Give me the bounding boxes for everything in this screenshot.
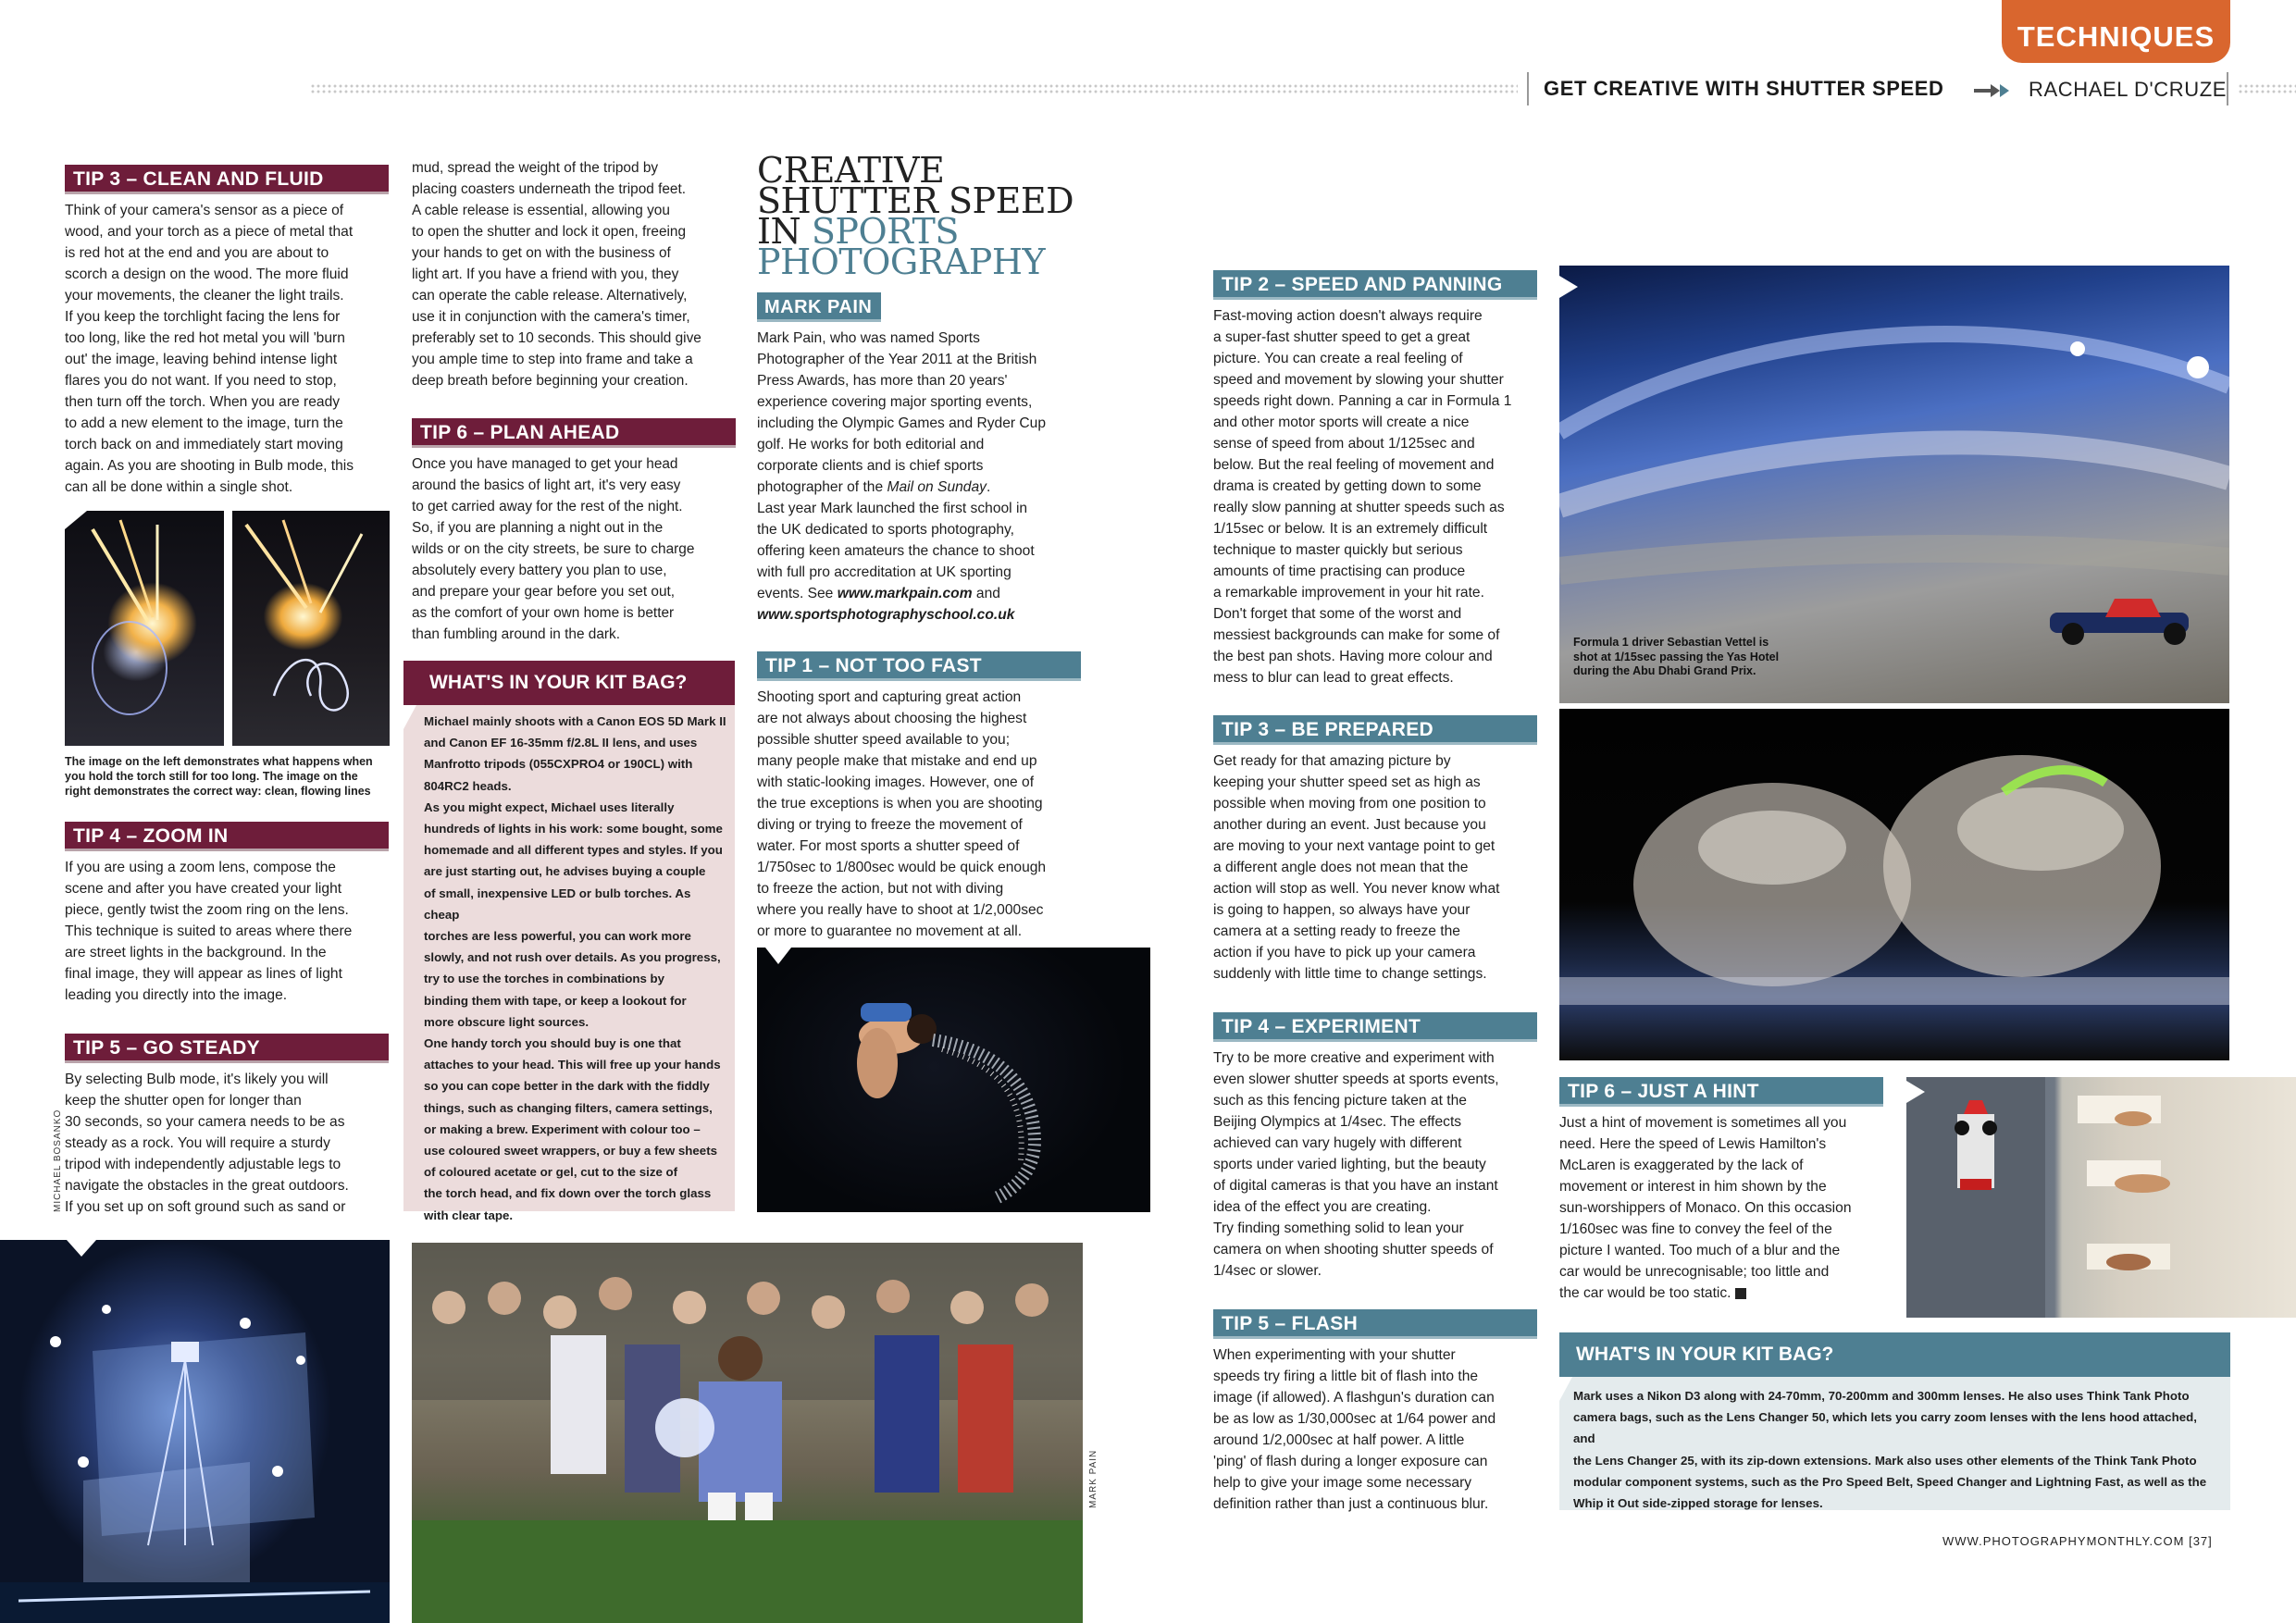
tip1-fast-heading: TIP 1 – NOT TOO FAST [757,651,1081,681]
torch-caption: The image on the left demonstrates what happens when you hold the torch still for too long. The image on the right demonstrates the correct way: clean, flowing lines [65,755,373,798]
corner-marker-icon [1559,276,1578,298]
monaco-photo [1906,1077,2296,1318]
tip3-prepared-body: Get ready for that amazing picture by keeping your shutter speed set as high as possible when moving from one position to another during an event. Just because you are moving to your next vantage point to get a different angle does not mean that the action will stop as well. You never know what is going to happen, so always have your camera at a setting ready to freeze the action if you have to pick up your camera suddenly with little time to change settings. [1213,753,1500,982]
tip4-experiment-body: Try to be more creative and experiment with even slower shutter speeds at sports events, such as this fencing picture taken at the Beijing Olympics at 1/4sec. The effects achieved can vary hugely with different sports under varied lighting, but the beauty of digital cameras is that you have an instant idea of the effect you are creating. Try finding something solid to lean your camera on when shooting shutter speeds of 1/4sec or slower. [1213,1050,1499,1279]
dotted-rule [310,83,1518,94]
formula1-panning-photo [1559,266,2229,703]
kit-bag-heading-mark: WHAT'S IN YOUR KIT BAG? [1559,1332,2230,1377]
tip2-panning-heading: TIP 2 – SPEED AND PANNING [1213,270,1537,300]
byline-badge: MARK PAIN [757,292,881,322]
tip1-fast-body: Shooting sport and capturing great action are not always about choosing the highest possible shutter speed available to you; many people make that mistake and end up with static-looking images. However, one of the true exceptions is when you are shooting diving or trying to freeze the movement of water. For most sports a shutter speed of 1/750sec to 1/800sec would be quick enough to freeze the action, but not with diving where you really have to shoot at 1/2,000sec or more to guarantee no movement at all. [757,689,1047,939]
tip3-clean-heading: TIP 3 – CLEAN AND FLUID [65,165,389,194]
diver-photo [757,948,1150,1212]
section-tab [2002,0,2230,63]
end-mark-icon [1735,1288,1746,1299]
intro-text: Mark Pain, who was named Sports Photographer of the Year 2011 at the British Press Awards, has more than 20 years' experience covering major sporting events, including the Olympic Games and Ryder Cup golf. He works for both editorial and corporate clients and is chief sports photographer of the Mail on Sunday. Last year Mark launched the first school in the UK dedicated to sports photography, offering keen amateurs the chance to shoot with full pro accreditation at UK sporting events. See www.markpain.com and www.sportsphotographyschool.co.uk [757,330,1047,623]
kit-bag-corner-icon [403,705,416,729]
tip6-plan-body: Once you have managed to get your head around the basics of light art, it's very easy to get carried away for the rest of the night. So, if you are planning a night out in the wilds or on the city streets, be sure to charge absolutely every battery you plan to use, and prepare your gear before you set out, as the comfort of your own home is better than fumbling around in the dark. [412,456,695,642]
title-line-3: IN SPORTS [757,211,959,252]
tip6-hint-heading: TIP 6 – JUST A HINT [1559,1077,1883,1107]
photo-credit-left: MICHAEL BOSANKO [53,1109,63,1212]
golf-crowd-photo [412,1243,1083,1623]
tip3-clean-body: Think of your camera's sensor as a piece of wood, and your torch as a piece of metal that is red hot at the end and you are about to scorch a design on the wood. The more fluid your movements, the cleaner the light trails. If you keep the torchlight facing the lens for too long, like the red hot metal you will 'burn out' the image, leaving behind intense light flares you do not want. If you need to stop, then turn off the torch. When you are ready to add a new element to the image, turn the torch back on and immediately start moving again. As you are shooting in Bulb mode, this can all be done within a single shot. [65,203,354,495]
tip5-flash-heading: TIP 5 – FLASH [1213,1309,1537,1339]
dotted-rule-right [2238,83,2296,94]
link-markpain[interactable]: www.markpain.com [837,586,973,601]
title-line-4: PHOTOGRAPHY [757,242,1046,282]
double-arrow-icon [1974,83,2013,98]
header-divider-right [2227,72,2228,105]
kit-bag-heading: WHAT'S IN YOUR KIT BAG? [403,661,735,705]
corner-marker-icon [1906,1081,1925,1103]
corner-marker-icon [67,1240,96,1257]
article-title [757,150,1074,282]
tip4-zoom-body: If you are using a zoom lens, compose the scene and after you have created your light piece, gently twist the zoom ring on the lens. This technique is suited to areas where there are street lights in the background. In the final image, they will appear as lines of light leading you directly into the image. [65,860,353,1003]
corner-marker-icon [65,511,87,529]
kit-bag-corner-icon [1559,1377,1572,1401]
author: RACHAEL D'CRUZE [2029,78,2228,101]
tip5-steady-heading: TIP 5 – GO STEADY [65,1034,389,1063]
tip5-flash-body: When experimenting with your shutter speeds try firing a little bit of flash into the image (if allowed). A flashgun's duration can be as low as 1/30,000sec at 1/64 power and around 1/2,000sec at half power. A little 'ping' of flash during a longer exposure can help to give your image some necessary definition rather than just a continuous blur. [1213,1347,1496,1512]
kit-bag-box-michael [403,661,735,1222]
tip4-experiment-heading: TIP 4 – EXPERIMENT [1213,1012,1537,1042]
tip2-panning-body: Fast-moving action doesn't always require a super-fast shutter speed to get a great picture. You can create a real feeling of speed and movement by slowing your shutter speeds right down. Panning a car in Formula 1 and other motor sports will create a nice sense of speed from about 1/125sec and below. But the real feeling of movement and drama is created by getting down to some really slow panning at shutter speeds such as 1/15sec or below. It is an extremely difficult technique to master quickly but serious amounts of time practising can produce a remarkable improvement in your hit rate. Don't forget that some of the worst and messiest backgrounds can make for some of the best pan shots. Having more colour and mess to blur can lead to great effects. [1213,308,1512,686]
light-art-photo [0,1240,390,1623]
header-divider-left [1527,72,1529,105]
footer-website: WWW.PHOTOGRAPHYMONTHLY.COM [1942,1534,2185,1548]
page-number: [37] [2189,1534,2213,1548]
corner-marker-icon [765,948,791,964]
tip4-zoom-heading: TIP 4 – ZOOM IN [65,822,389,851]
tip3-prepared-heading: TIP 3 – BE PREPARED [1213,715,1537,745]
photo-credit-golf: MARK PAIN [1088,1449,1098,1508]
f1-caption: Formula 1 driver Sebastian Vettel is shot at 1/15sec passing the Yas Hotel during the Abu Dhabi Grand Prix. [1573,636,1780,677]
torch-photo-right [232,511,390,746]
section-label: TECHNIQUES [2017,20,2215,53]
kit-bag-body: Michael mainly shoots with a Canon EOS 5D Mark II and Canon EF 16-35mm f/2.8L II lens, and uses Manfrotto tripods (055CXPRO4 or 190CL) with 804RC2 heads. As you might expect, Michael uses literally hundreds of lights in his work: some bought, some homemade and all different types and styles. If you are just starting out, he advises buying a couple of small, inexpensive LED or bulb torches. As cheap torches are less powerful, you can work more slowly, and not rush over details. As you progress, try to use the torches in combinations by binding them with tape, or keep a lookout for more obscure light sources. One handy torch you should buy is one that attaches to your head. This will free up your hands so you can cope better in the dark with the fiddly things, such as changing filters, camera settings, or making a brew. Experiment with colour too – use coloured sweet wrappers, or buy a few sheets of coloured acetate or gel, cut to the size of the torch head, and fix down over the torch glass with clear tape. [424,714,726,1222]
tip6-hint-body: Just a hint of movement is sometimes all you need. Here the speed of Lewis Hamilton's McLaren is exaggerated by the lack of movement or interest in him shown by the sun-worshippers of Monaco. On this occasion 1/160sec was fine to convey the feel of the picture I wanted. Too much of a blur and the car would be unrecognisable; too little and the car would be too static. [1559,1115,1852,1301]
feature-title: GET CREATIVE WITH SHUTTER SPEED [1544,77,1944,100]
kit-bag-box-mark [1559,1332,2230,1510]
title-line-2: SHUTTER SPEED [757,180,1074,221]
footer-url [1942,1534,2213,1548]
title-line-1: CREATIVE [757,150,945,191]
fencing-photo [1559,709,2229,1060]
kit-bag-body-mark: Mark uses a Nikon D3 along with 24-70mm, 70-200mm and 300mm lenses. He also uses Think Tank Photo camera bags, such as the Lens Changer 50, which lets you carry zoom lenses with the lens hood attached, and the Lens Changer 25, with its zip-down extensions. Mark also uses other elements of the Think Tank Photo modular component systems, such as the Pro Speed Belt, Speed Changer and Lightning Fast, as well as the Whip it Out side-zipped storage for lenses. [1573,1389,2207,1511]
col2-continued-text: mud, spread the weight of the tripod by placing coasters underneath the tripod feet. A cable release is essential, allowing you to open the shutter and lock it open, freeing your hands to get on with the business of light art. If you have a friend with you, they can operate the cable release. Alternatively, use it in conjunction with the camera's timer, preferably set to 10 seconds. This should give you ample time to step into frame and take a deep breath before beginning your creation. [412,160,701,389]
tip5-steady-body: By selecting Bulb mode, it's likely you will keep the shutter open for longer than 30 seconds, so your camera needs to be as steady as a rock. You will require a sturdy tripod with independently adjustable legs to navigate the obstacles in the great outdoors. If you set up on soft ground such as sand or [65,1072,349,1215]
link-sports-school[interactable]: www.sportsphotographyschool.co.uk [757,607,1015,623]
torch-photo-left [65,511,224,746]
tip6-plan-heading: TIP 6 – PLAN AHEAD [412,418,736,448]
